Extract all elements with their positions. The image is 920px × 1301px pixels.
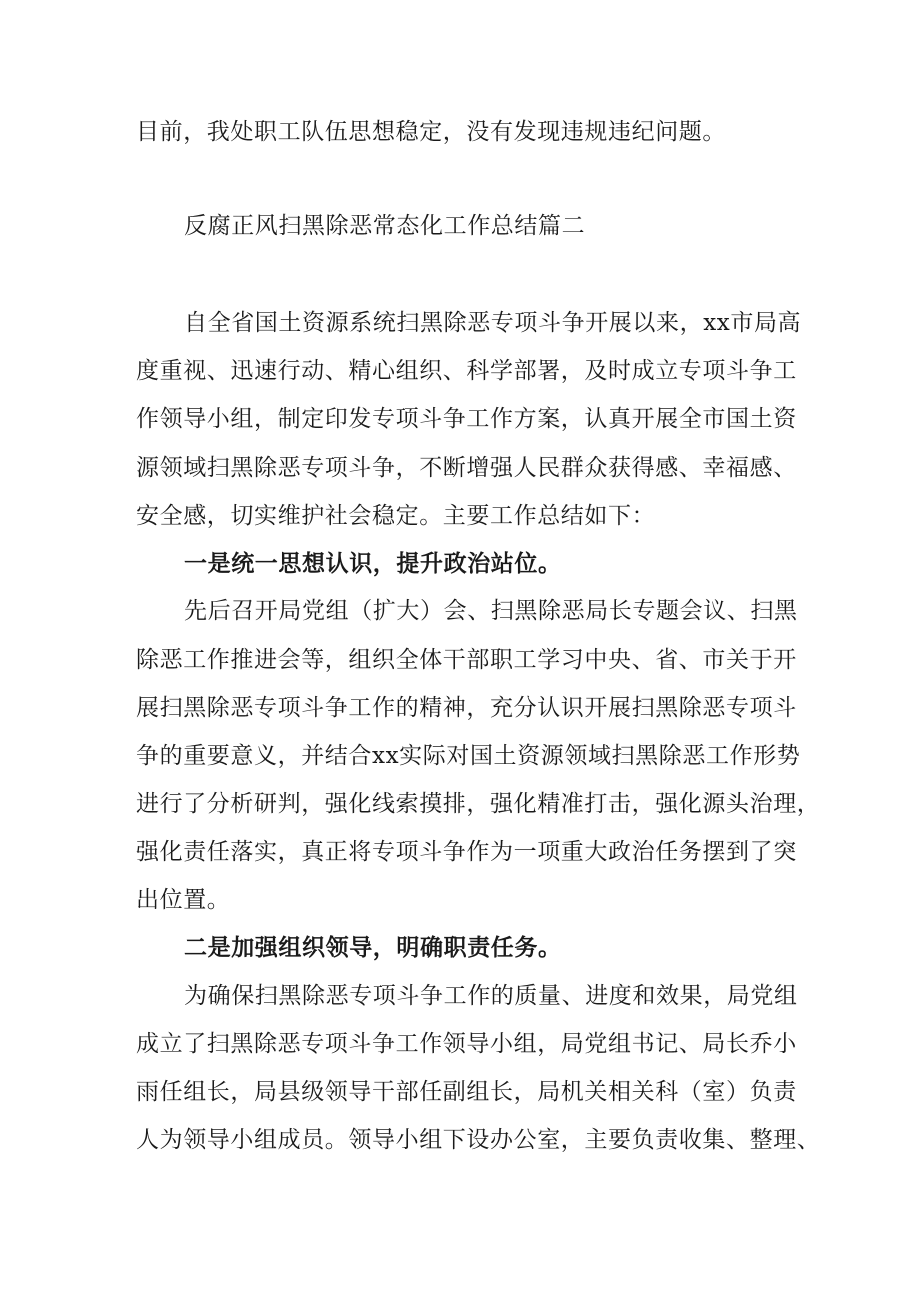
paragraph-3-line: 雨任组长，局县级领导干部任副组长，局机关相关科（室）负责 (136, 1079, 797, 1105)
paragraph-2-line: 除恶工作推进会等，组织全体干部职工学习中央、省、市关于开 (136, 647, 797, 673)
paragraph-3-line: 人为领导小组成员。领导小组下设办公室，主要负责收集、整理、 (136, 1127, 821, 1153)
paragraph-1-line: 源领域扫黑除恶专项斗争，不断增强人民群众获得感、幸福感、 (136, 455, 797, 481)
heading-2: 二是加强组织领导，明确职责任务。 (184, 934, 562, 961)
paragraph-3-line: 成立了扫黑除恶专项斗争工作领导小组，局党组书记、局长乔小 (136, 1031, 797, 1057)
paragraph-2-line: 展扫黑除恶专项斗争工作的精神，充分认识开展扫黑除恶专项斗 (136, 695, 797, 721)
section-title: 反腐正风扫黑除恶常态化工作总结篇二 (184, 213, 586, 239)
paragraph-1-line: 度重视、迅速行动、精心组织、科学部署，及时成立专项斗争工 (136, 358, 797, 384)
paragraph-2-line: 出位置。 (136, 887, 231, 913)
paragraph-2-line: 争的重要意义，并结合xx实际对国土资源领域扫黑除恶工作形势 (136, 743, 801, 769)
paragraph-1-line: 自全省国土资源系统扫黑除恶专项斗争开展以来，xx市局高 (184, 310, 802, 336)
heading-1: 一是统一思想认识，提升政治站位。 (184, 550, 562, 577)
intro-line: 目前，我处职工队伍思想稳定，没有发现违规违纪问题。 (136, 119, 726, 145)
paragraph-2-line: 先后召开局党组（扩大）会、扫黑除恶局长专题会议、扫黑 (184, 598, 798, 624)
paragraph-2-line: 进行了分析研判，强化线索摸排，强化精准打击，强化源头治理， (136, 791, 821, 817)
paragraph-3-line: 为确保扫黑除恶专项斗争工作的质量、进度和效果，局党组 (184, 983, 798, 1009)
paragraph-1-line: 安全感，切实维护社会稳定。主要工作总结如下： (136, 503, 656, 529)
paragraph-2-line: 强化责任落实，真正将专项斗争作为一项重大政治任务摆到了突 (136, 839, 797, 865)
paragraph-1-line: 作领导小组，制定印发专项斗争工作方案，认真开展全市国土资 (136, 406, 797, 432)
